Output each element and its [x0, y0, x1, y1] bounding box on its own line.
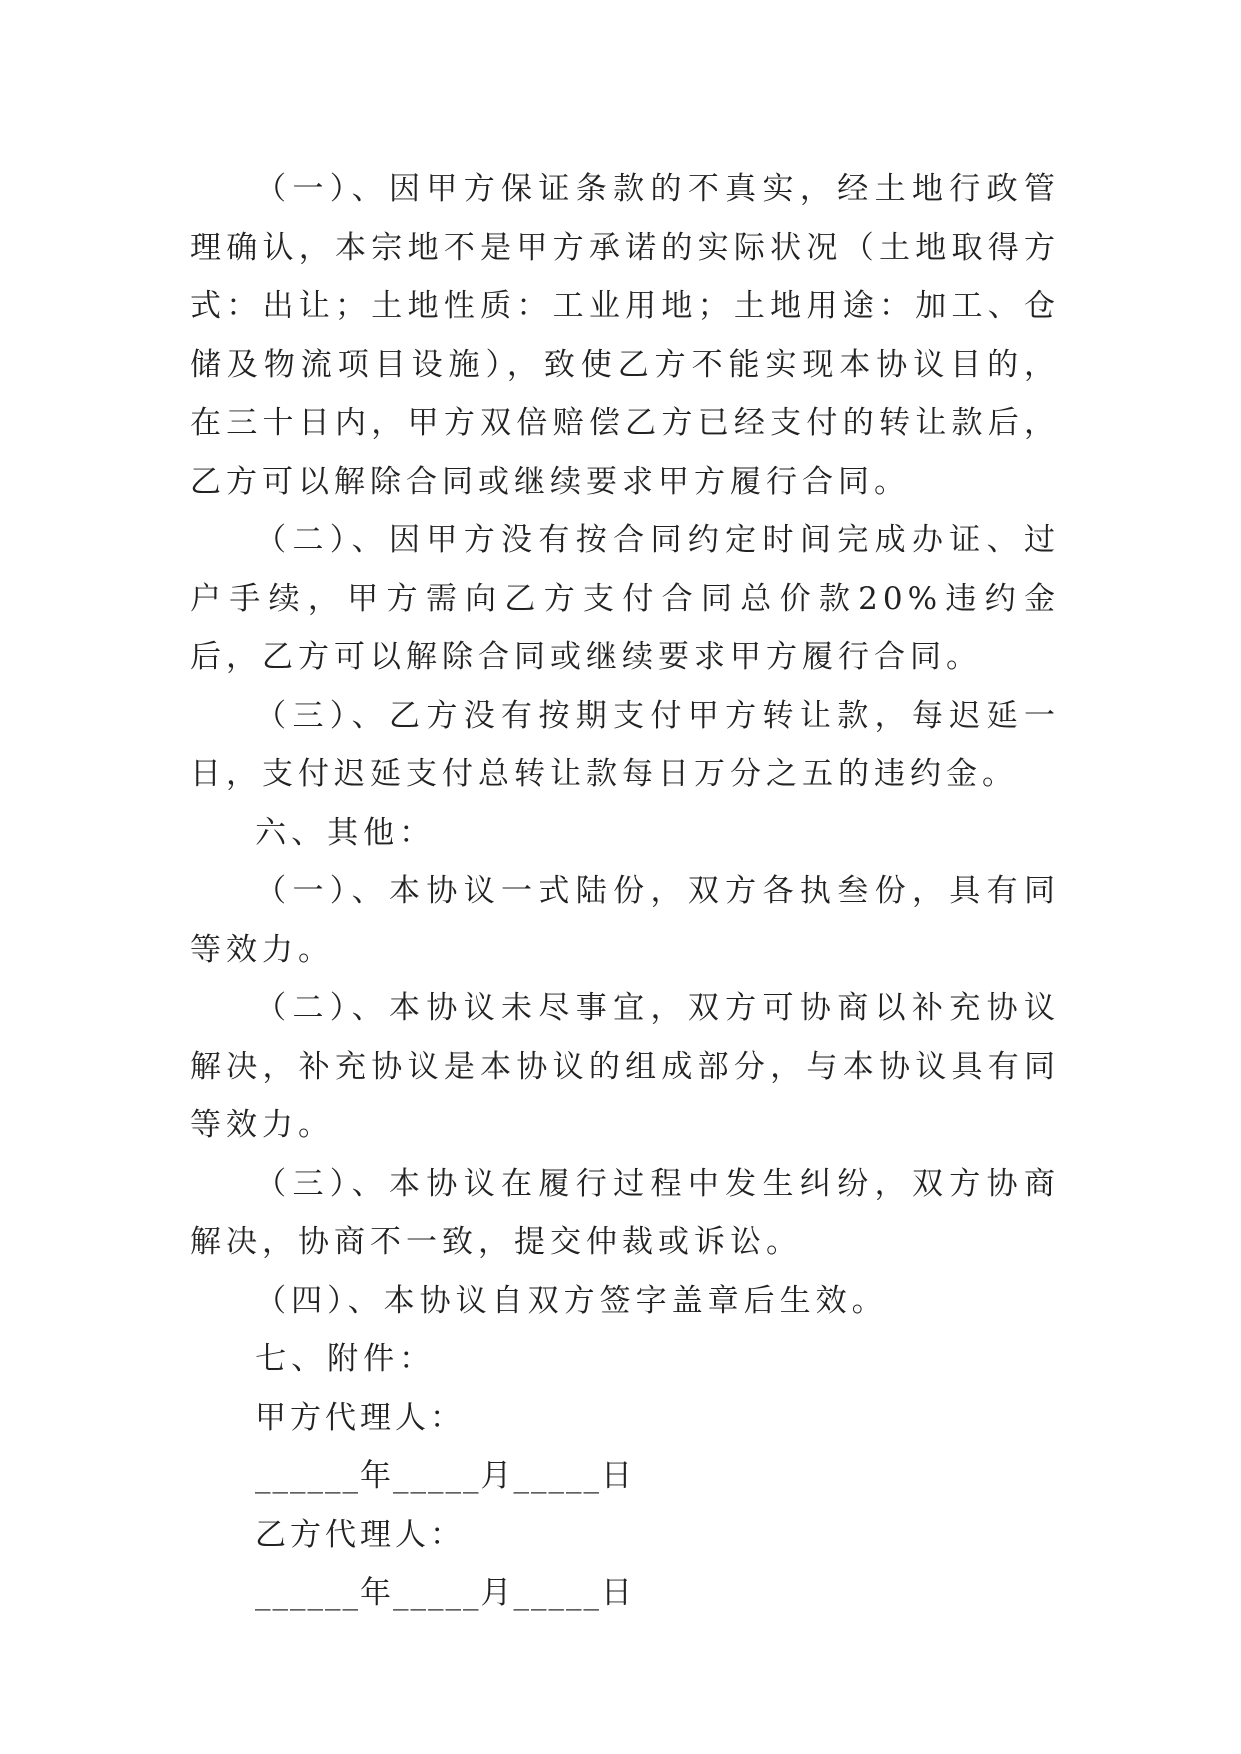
- clause-paragraph: （四）、本协议自双方签字盖章后生效。: [255, 1282, 888, 1319]
- clause-paragraph: （一）、因甲方保证条款的不真实，经土地行政管理确认，本宗地不是甲方承诺的实际状况（土地取得方式：出让；土地性质：工业用地；土地用途：加工、仓储及物流项目设施），致使乙方不能实现本协议目的，在三十日内，甲方双倍赔偿乙方已经支付的转让款后，乙方可以解除合同或继续要求甲方履行合同。: [190, 171, 1060, 500]
- clause-paragraph: （二）、因甲方没有按合同约定时间完成办证、过户手续，甲方需向乙方支付合同总价款20%违约金后，乙方可以解除合同或继续要求甲方履行合同。: [190, 522, 1060, 675]
- clause-paragraph: （一）、本协议一式陆份，双方各执叁份，具有同等效力。: [190, 873, 1060, 968]
- clause-paragraph: （二）、本协议未尽事宜，双方可协商以补充协议解决，补充协议是本协议的组成部分，与本协议具有同等效力。: [190, 990, 1060, 1143]
- party-b-agent-label: 乙方代理人：: [255, 1516, 465, 1553]
- clause-paragraph: （三）、本协议在履行过程中发生纠纷，双方协商解决，协商不一致，提交仲裁或诉讼。: [190, 1165, 1060, 1260]
- party-b-date-line: ______年_____月_____日: [255, 1575, 634, 1611]
- section-heading: 七、附件：: [255, 1341, 436, 1377]
- section-heading: 六、其他：: [255, 814, 436, 851]
- clause-paragraph: （三）、乙方没有按期支付甲方转让款，每迟延一日，支付迟延支付总转让款每日万分之五的违约金。: [190, 697, 1060, 792]
- party-a-agent-label: 甲方代理人：: [255, 1399, 465, 1436]
- party-a-date-line: ______年_____月_____日: [255, 1458, 634, 1494]
- document-body: [190, 160, 1060, 1623]
